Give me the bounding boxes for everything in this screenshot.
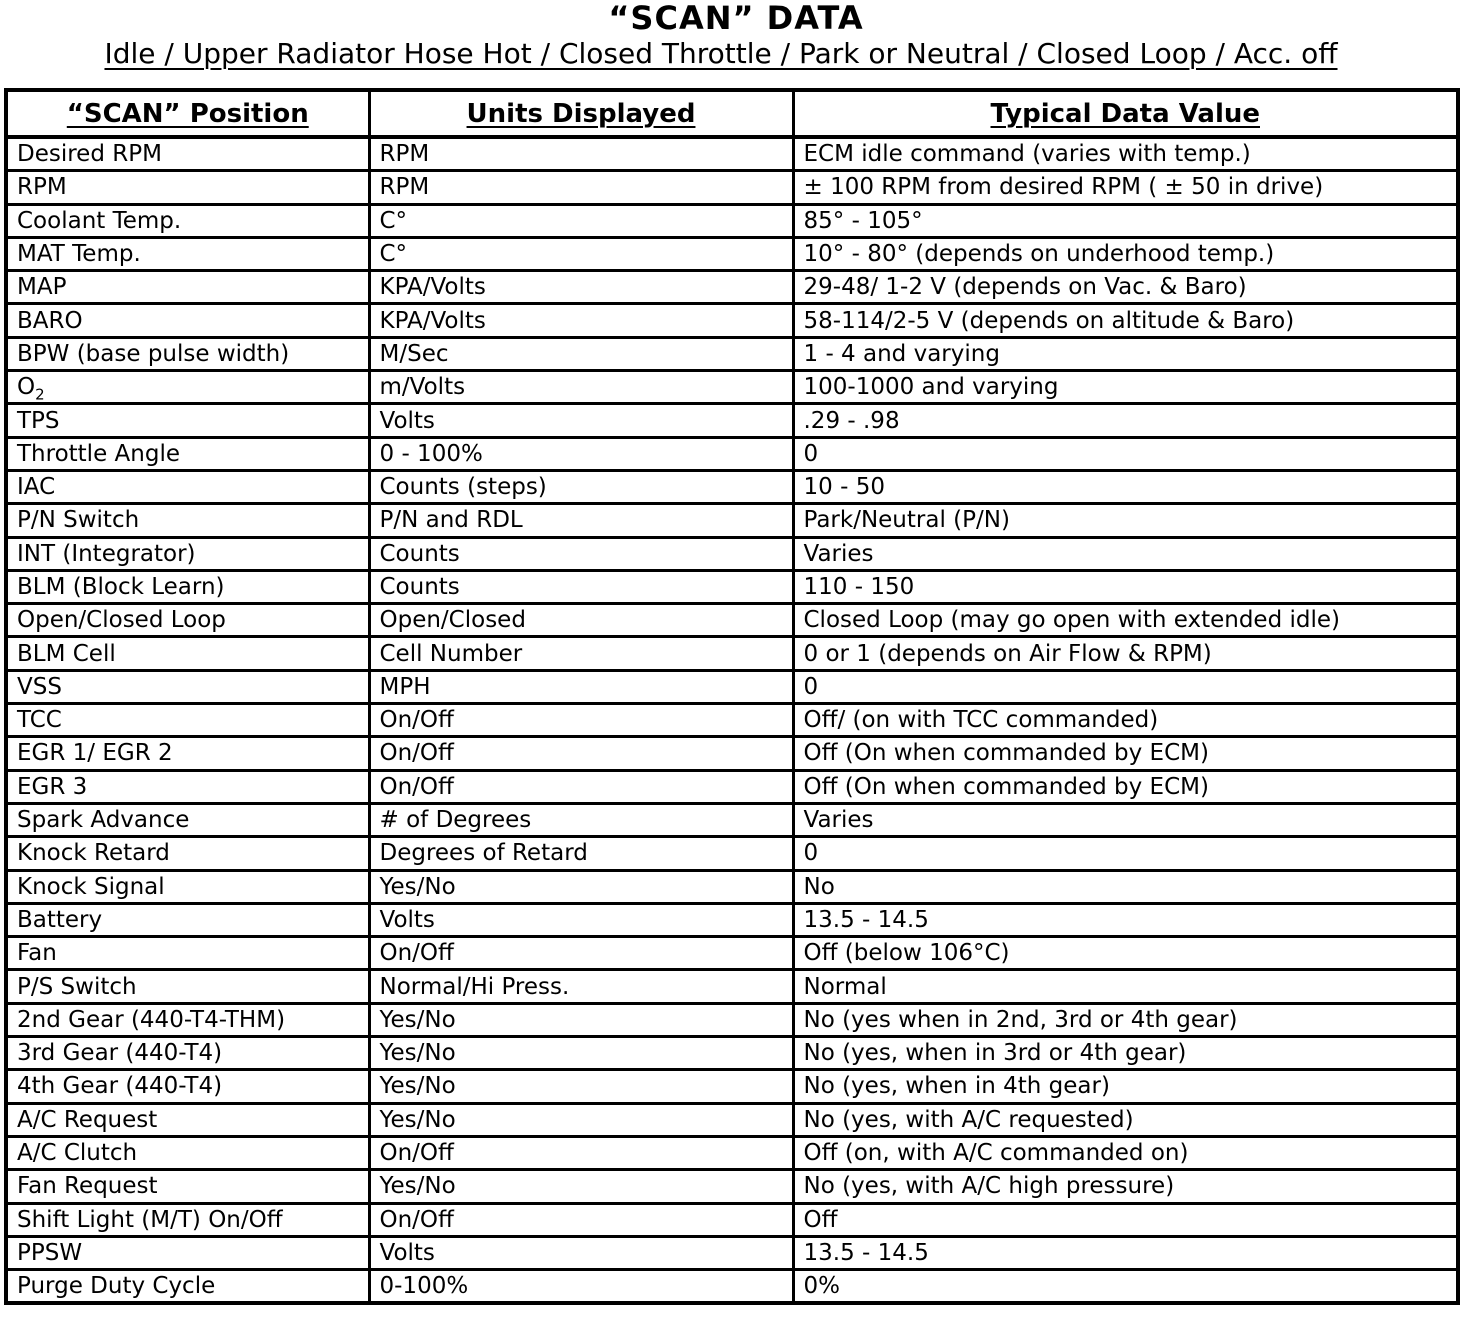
- cell-units-displayed: Volts: [369, 1236, 793, 1269]
- table-row: [6, 803, 1458, 836]
- cell-typical-value: 100-1000 and varying: [793, 371, 1458, 404]
- cell-typical-value: No (yes when in 2nd, 3rd or 4th gear): [793, 1003, 1458, 1036]
- cell-typical-value: 10 - 50: [793, 470, 1458, 503]
- cell-units-displayed: 0 - 100%: [369, 437, 793, 470]
- table-row: [6, 1103, 1458, 1136]
- cell-units-displayed: RPM: [369, 171, 793, 204]
- cell-typical-value: Off (On when commanded by ECM): [793, 737, 1458, 770]
- cell-units-displayed: # of Degrees: [369, 803, 793, 836]
- conditions-subtitle: [0, 36, 1442, 72]
- cell-units-displayed: On/Off: [369, 1203, 793, 1236]
- table-row: [6, 537, 1458, 570]
- cell-units-displayed: Counts: [369, 570, 793, 603]
- cell-scan-position: 3rd Gear (440-T4): [6, 1037, 369, 1070]
- cell-units-displayed: Open/Closed: [369, 604, 793, 637]
- cell-typical-value: 0: [793, 837, 1458, 870]
- table-row: [6, 271, 1458, 304]
- table-row: [6, 670, 1458, 703]
- cell-units-displayed: P/N and RDL: [369, 504, 793, 537]
- cell-units-displayed: On/Off: [369, 1136, 793, 1169]
- cell-typical-value: 0: [793, 670, 1458, 703]
- cell-scan-position: BLM (Block Learn): [6, 570, 369, 603]
- cell-units-displayed: Counts (steps): [369, 470, 793, 503]
- cell-units-displayed: Yes/No: [369, 1070, 793, 1103]
- cell-units-displayed: Cell Number: [369, 637, 793, 670]
- table-row: [6, 604, 1458, 637]
- cell-typical-value: 13.5 - 14.5: [793, 903, 1458, 936]
- cell-scan-position: BLM Cell: [6, 637, 369, 670]
- cell-typical-value: Closed Loop (may go open with extended idle): [793, 604, 1458, 637]
- table-row: [6, 1270, 1458, 1304]
- cell-scan-position: Coolant Temp.: [6, 204, 369, 237]
- table-row: [6, 337, 1458, 370]
- cell-scan-position: Spark Advance: [6, 803, 369, 836]
- cell-scan-position: PPSW: [6, 1236, 369, 1269]
- cell-units-displayed: m/Volts: [369, 371, 793, 404]
- cell-scan-position: Knock Retard: [6, 837, 369, 870]
- cell-units-displayed: Yes/No: [369, 1170, 793, 1203]
- cell-typical-value: Off (below 106°C): [793, 937, 1458, 970]
- table-row: [6, 704, 1458, 737]
- header-scan-position: “SCAN” Position: [6, 90, 369, 137]
- cell-scan-position: VSS: [6, 670, 369, 703]
- cell-units-displayed: MPH: [369, 670, 793, 703]
- cell-units-displayed: Yes/No: [369, 1103, 793, 1136]
- cell-units-displayed: Normal/Hi Press.: [369, 970, 793, 1003]
- cell-typical-value: 58-114/2-5 V (depends on altitude & Baro): [793, 304, 1458, 337]
- cell-scan-position: A/C Clutch: [6, 1136, 369, 1169]
- cell-units-displayed: 0-100%: [369, 1270, 793, 1304]
- cell-scan-position: Desired RPM: [6, 137, 369, 171]
- cell-typical-value: Off: [793, 1203, 1458, 1236]
- cell-scan-position: Open/Closed Loop: [6, 604, 369, 637]
- cell-units-displayed: On/Off: [369, 937, 793, 970]
- table-row: [6, 171, 1458, 204]
- table-row: [6, 1003, 1458, 1036]
- cell-units-displayed: Yes/No: [369, 1003, 793, 1036]
- cell-scan-position: Knock Signal: [6, 870, 369, 903]
- cell-typical-value: 0: [793, 437, 1458, 470]
- cell-typical-value: 110 - 150: [793, 570, 1458, 603]
- cell-units-displayed: On/Off: [369, 737, 793, 770]
- cell-typical-value: No (yes, when in 4th gear): [793, 1070, 1458, 1103]
- table-row: [6, 970, 1458, 1003]
- page-title: “SCAN” DATA: [608, 0, 864, 37]
- cell-scan-position: 2nd Gear (440-T4-THM): [6, 1003, 369, 1036]
- cell-typical-value: .29 - .98: [793, 404, 1458, 437]
- cell-scan-position: INT (Integrator): [6, 537, 369, 570]
- cell-scan-position: TPS: [6, 404, 369, 437]
- header-typical-data-value: Typical Data Value: [793, 90, 1458, 137]
- cell-typical-value: 10° - 80° (depends on underhood temp.): [793, 237, 1458, 270]
- table-row: [6, 1037, 1458, 1070]
- cell-scan-position: BPW (base pulse width): [6, 337, 369, 370]
- cell-units-displayed: Volts: [369, 404, 793, 437]
- cell-typical-value: 29-48/ 1-2 V (depends on Vac. & Baro): [793, 271, 1458, 304]
- cell-typical-value: Varies: [793, 803, 1458, 836]
- cell-typical-value: Park/Neutral (P/N): [793, 504, 1458, 537]
- cell-units-displayed: C°: [369, 237, 793, 270]
- table-row: [6, 1170, 1458, 1203]
- table-row: [6, 404, 1458, 437]
- cell-units-displayed: On/Off: [369, 704, 793, 737]
- scan-data-table: [4, 88, 1460, 1305]
- table-row: [6, 137, 1458, 171]
- cell-scan-position: EGR 1/ EGR 2: [6, 737, 369, 770]
- cell-typical-value: 0 or 1 (depends on Air Flow & RPM): [793, 637, 1458, 670]
- cell-units-displayed: KPA/Volts: [369, 304, 793, 337]
- cell-typical-value: 1 - 4 and varying: [793, 337, 1458, 370]
- cell-units-displayed: Yes/No: [369, 870, 793, 903]
- cell-typical-value: 13.5 - 14.5: [793, 1236, 1458, 1269]
- table-row: [6, 837, 1458, 870]
- cell-scan-position: MAP: [6, 271, 369, 304]
- subtitle-text: Idle / Upper Radiator Hose Hot / Closed Throttle / Park or Neutral / Closed Loop / Acc. off: [104, 37, 1338, 70]
- cell-scan-position: A/C Request: [6, 1103, 369, 1136]
- cell-units-displayed: Counts: [369, 537, 793, 570]
- table-row: [6, 371, 1458, 404]
- cell-units-displayed: Volts: [369, 903, 793, 936]
- cell-typical-value: No (yes, with A/C high pressure): [793, 1170, 1458, 1203]
- cell-units-displayed: On/Off: [369, 770, 793, 803]
- cell-typical-value: No (yes, when in 3rd or 4th gear): [793, 1037, 1458, 1070]
- cell-units-displayed: C°: [369, 204, 793, 237]
- table-row: [6, 304, 1458, 337]
- cell-typical-value: Off/ (on with TCC commanded): [793, 704, 1458, 737]
- table-row: [6, 437, 1458, 470]
- table-row: [6, 204, 1458, 237]
- cell-typical-value: Off (on, with A/C commanded on): [793, 1136, 1458, 1169]
- table-row: [6, 1136, 1458, 1169]
- cell-units-displayed: Degrees of Retard: [369, 837, 793, 870]
- cell-scan-position: Shift Light (M/T) On/Off: [6, 1203, 369, 1236]
- cell-scan-position: $O_2$: [6, 371, 369, 404]
- cell-scan-position: BARO: [6, 304, 369, 337]
- subscript: 2: [35, 385, 45, 404]
- table-row: [6, 937, 1458, 970]
- table-row: [6, 1203, 1458, 1236]
- table-row: [6, 903, 1458, 936]
- table-row: [6, 870, 1458, 903]
- cell-scan-position: TCC: [6, 704, 369, 737]
- cell-scan-position: Throttle Angle: [6, 437, 369, 470]
- cell-typical-value: ECM idle command (varies with temp.): [793, 137, 1458, 171]
- cell-typical-value: ± 100 RPM from desired RPM ( ± 50 in drive): [793, 171, 1458, 204]
- header-units-displayed: Units Displayed: [369, 90, 793, 137]
- table-header-row: [6, 90, 1458, 137]
- cell-scan-position: MAT Temp.: [6, 237, 369, 270]
- cell-units-displayed: RPM: [369, 137, 793, 171]
- table-row: [6, 1236, 1458, 1269]
- cell-scan-position: P/N Switch: [6, 504, 369, 537]
- cell-scan-position: Battery: [6, 903, 369, 936]
- cell-scan-position: P/S Switch: [6, 970, 369, 1003]
- table-row: [6, 1070, 1458, 1103]
- cell-typical-value: 85° - 105°: [793, 204, 1458, 237]
- cell-scan-position: EGR 3: [6, 770, 369, 803]
- cell-units-displayed: Yes/No: [369, 1037, 793, 1070]
- cell-typical-value: No: [793, 870, 1458, 903]
- cell-typical-value: Off (On when commanded by ECM): [793, 770, 1458, 803]
- cell-scan-position: 4th Gear (440-T4): [6, 1070, 369, 1103]
- cell-scan-position: Fan Request: [6, 1170, 369, 1203]
- cell-typical-value: Normal: [793, 970, 1458, 1003]
- table-row: [6, 737, 1458, 770]
- cell-scan-position: Fan: [6, 937, 369, 970]
- table-row: [6, 570, 1458, 603]
- cell-units-displayed: M/Sec: [369, 337, 793, 370]
- cell-units-displayed: KPA/Volts: [369, 271, 793, 304]
- cell-typical-value: 0%: [793, 1270, 1458, 1304]
- cell-scan-position: IAC: [6, 470, 369, 503]
- cell-scan-position: RPM: [6, 171, 369, 204]
- table-row: [6, 770, 1458, 803]
- table-row: [6, 470, 1458, 503]
- table-row: [6, 637, 1458, 670]
- cell-typical-value: Varies: [793, 537, 1458, 570]
- table-row: [6, 504, 1458, 537]
- cell-scan-position: Purge Duty Cycle: [6, 1270, 369, 1304]
- cell-typical-value: No (yes, with A/C requested): [793, 1103, 1458, 1136]
- table-row: [6, 237, 1458, 270]
